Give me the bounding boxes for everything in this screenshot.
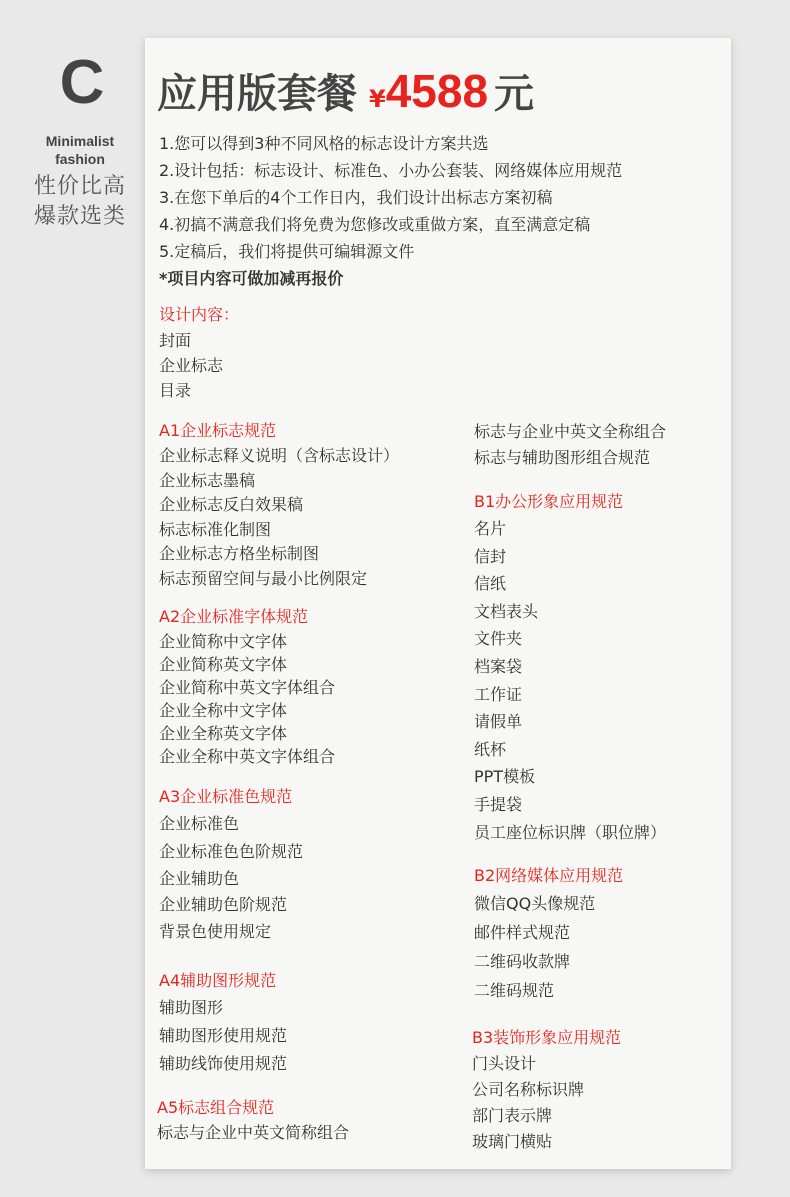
side-chinese-text bbox=[18, 172, 142, 232]
benefit-item: 4.初搞不满意我们将免费为您修改或重做方案，直至满意定稿 bbox=[159, 215, 591, 234]
section-heading: 设计内容： bbox=[159, 305, 240, 324]
list-item: 企业标志释义说明（含标志设计） bbox=[159, 446, 400, 465]
benefit-item: 3.在您下单后的4个工作日内，我们设计出标志方案初稿 bbox=[159, 188, 553, 207]
benefit-item: 5.定稿后，我们将提供可编辑源文件 bbox=[159, 242, 415, 261]
list-item: 辅助图形 bbox=[159, 998, 224, 1017]
list-item: 标志预留空间与最小比例限定 bbox=[159, 568, 368, 588]
list-item: 封面 bbox=[159, 331, 192, 350]
section-heading: B3装饰形象应用规范 bbox=[472, 1028, 622, 1047]
section-a5-continued bbox=[474, 419, 666, 471]
section-heading: A3企业标准色规范 bbox=[159, 787, 293, 806]
list-item: 公司名称标识牌 bbox=[472, 1080, 585, 1099]
list-item: 请假单 bbox=[474, 712, 523, 732]
list-item: 企业全称英文字体 bbox=[159, 724, 288, 743]
section-a2 bbox=[159, 604, 335, 768]
design-content-section bbox=[159, 302, 239, 403]
list-item: 邮件样式规范 bbox=[474, 923, 571, 942]
list-item: 标志与企业中英文全称组合 bbox=[474, 422, 667, 441]
list-item: 工作证 bbox=[474, 684, 523, 704]
section-a5 bbox=[157, 1095, 349, 1146]
list-item: 企业标准色 bbox=[159, 814, 240, 833]
list-item: 企业全称中英文字体组合 bbox=[159, 747, 336, 766]
side-letter: C bbox=[59, 48, 105, 117]
section-a3 bbox=[159, 784, 303, 946]
currency-symbol: ¥ bbox=[369, 85, 386, 113]
list-item: 玻璃门横贴 bbox=[472, 1132, 553, 1151]
section-b2 bbox=[474, 863, 623, 1005]
list-item: 目录 bbox=[159, 381, 192, 400]
list-item: 企业简称英文字体 bbox=[159, 655, 288, 674]
list-item: 二维码收款牌 bbox=[474, 952, 571, 971]
list-item: 企业标准色色阶规范 bbox=[159, 842, 304, 861]
package-name: 应用版套餐 bbox=[157, 71, 357, 117]
list-item: 门头设计 bbox=[472, 1054, 537, 1073]
list-item: 标志标准化制图 bbox=[159, 519, 272, 539]
side-chinese-line: 性价比高 bbox=[33, 174, 126, 199]
list-item: 档案袋 bbox=[474, 656, 523, 676]
list-item: 部门表示牌 bbox=[472, 1106, 553, 1125]
package-card bbox=[145, 38, 731, 1169]
list-item: 企业标志 bbox=[159, 356, 224, 375]
side-english-line: Minimalist bbox=[45, 133, 115, 149]
benefit-item: 1.您可以得到3种不同风格的标志设计方案共选 bbox=[159, 134, 489, 153]
section-heading: A2企业标准字体规范 bbox=[159, 607, 309, 626]
list-item: 企业辅助色阶规范 bbox=[159, 895, 288, 914]
section-heading: A1企业标志规范 bbox=[159, 421, 277, 440]
list-item: 企业全称中文字体 bbox=[159, 701, 288, 720]
pricing-note: *项目内容可做加减再报价 bbox=[159, 269, 344, 288]
list-item: 企业标志反白效果稿 bbox=[159, 495, 304, 514]
list-item: 标志与辅助图形组合规范 bbox=[474, 448, 651, 467]
list-item: 信纸 bbox=[474, 574, 507, 594]
section-heading: B2网络媒体应用规范 bbox=[474, 866, 624, 885]
package-title bbox=[157, 62, 534, 122]
list-item: 背景色使用规定 bbox=[159, 922, 272, 941]
list-item: 员工座位标识牌（职位牌） bbox=[474, 822, 667, 842]
benefit-item: 2.设计包括：标志设计、标准色、小办公套装、网络媒体应用规范 bbox=[159, 161, 623, 180]
benefit-list bbox=[159, 130, 719, 292]
list-item: 微信QQ头像规范 bbox=[474, 894, 596, 913]
side-english-text bbox=[30, 132, 130, 168]
section-heading: A5标志组合规范 bbox=[157, 1098, 275, 1117]
list-item: 二维码规范 bbox=[474, 981, 555, 1000]
list-item: 企业简称中英文字体组合 bbox=[159, 678, 336, 697]
list-item: 辅助线饰使用规范 bbox=[159, 1054, 288, 1073]
side-english-line: fashion bbox=[55, 151, 105, 167]
list-item: 纸杯 bbox=[474, 739, 507, 759]
list-item: 企业标志方格坐标制图 bbox=[159, 544, 320, 563]
section-heading: A4辅助图形规范 bbox=[159, 971, 277, 990]
list-item: 名片 bbox=[474, 519, 507, 538]
list-item: 企业标志墨稿 bbox=[159, 470, 256, 490]
list-item: 辅助图形使用规范 bbox=[159, 1026, 288, 1045]
side-chinese-line: 爆款选类 bbox=[33, 204, 126, 229]
list-item: 企业简称中文字体 bbox=[159, 632, 288, 651]
list-item: 标志与企业中英文简称组合 bbox=[157, 1123, 350, 1142]
section-b3 bbox=[472, 1025, 621, 1155]
package-price: 4588 bbox=[385, 65, 489, 117]
list-item: PPT模板 bbox=[474, 767, 536, 787]
price-unit: 元 bbox=[494, 71, 535, 117]
list-item: 文档表头 bbox=[474, 601, 539, 621]
section-b1 bbox=[474, 489, 666, 846]
list-item: 文件夹 bbox=[474, 629, 523, 649]
list-item: 手提袋 bbox=[474, 794, 523, 814]
section-heading: B1办公形象应用规范 bbox=[474, 492, 624, 511]
list-item: 企业辅助色 bbox=[159, 869, 240, 888]
section-a1 bbox=[159, 418, 399, 591]
list-item: 信封 bbox=[474, 546, 507, 566]
section-a4 bbox=[159, 968, 287, 1078]
